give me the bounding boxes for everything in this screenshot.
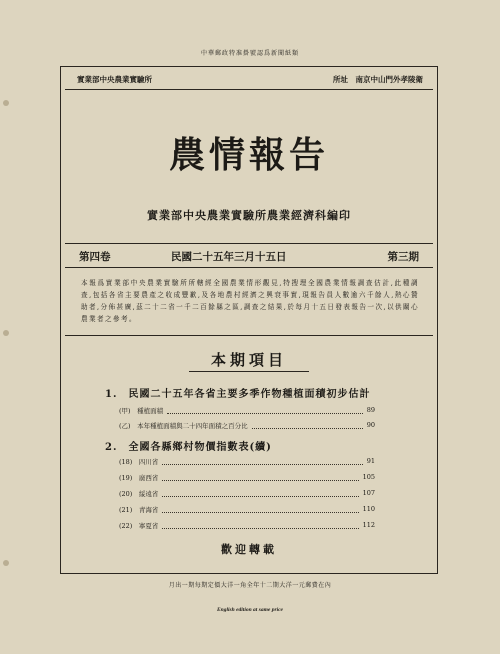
publisher-line: 實業部中央農業實驗所農業經濟科編印 <box>147 209 351 222</box>
toc-title-underline <box>189 371 309 372</box>
toc-entry-page: 105 <box>362 473 375 481</box>
toc-entry-label: (22) 寧夏省 <box>119 521 159 530</box>
institute-address: 所址 南京中山門外孝陵衛 <box>333 75 423 84</box>
issue-divider-bottom <box>65 267 433 268</box>
toc-entry-label: (18) 四川省 <box>119 457 159 466</box>
report-title: 農情報告 <box>168 134 329 176</box>
institute-name: 實業部中央農業實驗所 <box>77 75 152 84</box>
dot-leader <box>162 506 358 513</box>
issue-number: 第三期 <box>387 251 419 263</box>
postal-registration-note: 中華郵政特准掛號認爲新聞紙類 <box>200 50 299 57</box>
cover-frame <box>60 66 438 574</box>
toc-entry <box>119 487 375 499</box>
toc-entry-label: (20) 綏遠省 <box>119 489 159 498</box>
toc-entry <box>119 519 375 531</box>
dot-leader <box>162 474 358 481</box>
toc-entry-label: (乙) 本年種植面積與二十四年面積之百分比 <box>119 421 248 430</box>
header-divider <box>65 89 433 90</box>
toc-entry-page: 89 <box>366 406 375 414</box>
toc-title: 本期項目 <box>210 351 287 369</box>
toc-entry-page: 91 <box>366 457 375 465</box>
toc-entry-label: (19) 廣西省 <box>119 473 159 482</box>
intro-paragraph: 本報爲實業部中央農業實驗所所轄經全國農業情形觀見,特搜理全國農業情報調查估計,此種調查,包括各省主要農產之收成豐歉,及各地農村經濟之興衰事實,現報告員人數逾六千餘人,熱心贊助者,分佈甚廣,茲二十二省一千二百餘縣之區,調查之結果,於每月十五日發表報告一次,以供關心農業者之參考。 <box>81 279 419 323</box>
intro-divider <box>65 335 433 336</box>
punch-hole-dot <box>3 100 9 106</box>
dot-leader <box>162 458 362 465</box>
toc-section-2: 2. 全國各縣鄉村物價指數表(續) <box>105 442 272 453</box>
punch-hole-dot <box>3 330 9 336</box>
reprint-welcome-note: 歡迎轉載 <box>221 543 277 556</box>
toc-entry-label: (21) 青海省 <box>119 505 159 514</box>
dot-leader <box>162 522 358 529</box>
toc-section-1: 1. 民國二十五年各省主要多季作物種植面積初步估計 <box>105 389 371 400</box>
toc-entry <box>119 471 375 483</box>
toc-entry <box>119 404 375 416</box>
subscription-price: 月出一期每期定價大洋一角全年十二期大洋一元郵費在內 <box>168 582 332 589</box>
punch-hole-dot <box>3 560 9 566</box>
toc-entry <box>119 455 375 467</box>
issue-date: 民國二十五年三月十五日 <box>171 251 287 263</box>
dot-leader <box>162 490 358 497</box>
toc-entry-page: 90 <box>366 421 375 429</box>
volume-label: 第四卷 <box>79 251 111 263</box>
toc-entry-page: 110 <box>362 505 375 513</box>
toc-entry-label: (甲) 種植面積 <box>119 406 164 415</box>
toc-entry-page: 112 <box>362 521 375 529</box>
toc-entry <box>119 419 375 431</box>
dot-leader <box>252 422 363 429</box>
english-edition-note: English edition at same price <box>216 607 283 613</box>
dot-leader <box>167 407 363 414</box>
issue-divider-top <box>65 243 433 244</box>
toc-entry-page: 107 <box>362 489 375 497</box>
toc-entry <box>119 503 375 515</box>
